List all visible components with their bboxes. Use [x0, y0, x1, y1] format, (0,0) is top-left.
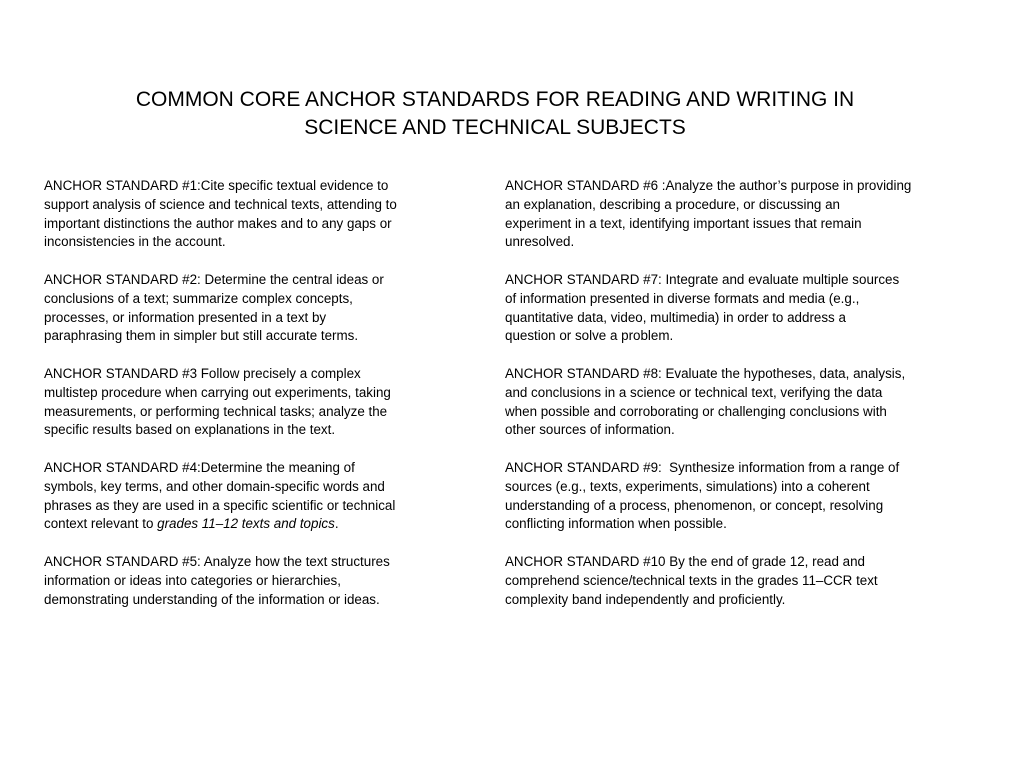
standard-line: and conclusions in a science or technical text, verifying the data — [505, 384, 883, 400]
standard-line: demonstrating understanding of the information or ideas. — [44, 591, 380, 607]
standard-line: complexity band independently and proficiently. — [505, 591, 786, 607]
standard-line: unresolved. — [505, 234, 575, 250]
standard-line: other sources of information. — [505, 422, 675, 438]
anchor-standard-4 — [44, 459, 436, 534]
standard-line: symbols, key terms, and other domain-specific words and — [44, 478, 385, 494]
anchor-standard-6 — [505, 177, 937, 252]
standard-text: context relevant to — [44, 516, 158, 532]
standard-line: conclusions of a text; summarize complex concepts, — [44, 290, 353, 306]
standard-line: when possible and corroborating or challenging conclusions with — [505, 403, 887, 419]
standard-line: quantitative data, video, multimedia) in order to address a — [505, 309, 846, 325]
page-title — [0, 86, 990, 142]
standard-line: ANCHOR STANDARD #10 By the end of grade 12, read and — [505, 553, 865, 569]
standard-line: experiment in a text, identifying important issues that remain — [505, 215, 862, 231]
standard-line: support analysis of science and technical texts, attending to — [44, 196, 397, 212]
standard-line: ANCHOR STANDARD #1:Cite specific textual evidence to — [44, 178, 389, 193]
anchor-standard-3 — [44, 365, 436, 440]
standard-line: understanding of a process, phenomenon, or concept, resolving — [505, 497, 884, 513]
standard-line: of information presented in diverse formats and media (e.g., — [505, 290, 860, 306]
standard-line: ANCHOR STANDARD #3 Follow precisely a complex — [44, 365, 361, 381]
right-column — [505, 177, 937, 628]
standard-line: ANCHOR STANDARD #4:Determine the meaning of — [44, 459, 355, 475]
standard-line: phrases as they are used in a specific scientific or technical — [44, 497, 396, 513]
standard-line: comprehend science/technical texts in the grades 11–CCR text — [505, 572, 878, 588]
standard-line: ANCHOR STANDARD #7: Integrate and evaluate multiple sources — [505, 271, 900, 287]
standard-text: . — [334, 516, 339, 532]
standard-line: inconsistencies in the account. — [44, 234, 226, 250]
standard-line: question or solve a problem. — [505, 328, 674, 344]
standard-line: important distinctions the author makes and to any gaps or — [44, 215, 392, 231]
anchor-standard-10 — [505, 553, 937, 609]
standard-line — [44, 515, 436, 534]
standard-line: ANCHOR STANDARD #5: Analyze how the text structures — [44, 553, 390, 569]
standard-line: information or ideas into categories or hierarchies, — [44, 572, 341, 588]
anchor-standard-9 — [505, 459, 937, 534]
anchor-standard-5 — [44, 553, 436, 609]
anchor-standard-2 — [44, 271, 436, 346]
standard-line: ANCHOR STANDARD #6 :Analyze the author’s purpose in providing — [505, 178, 912, 193]
standard-line: conflicting information when possible. — [505, 516, 727, 532]
standard-line: processes, or information presented in a text by — [44, 309, 327, 325]
standard-line: ANCHOR STANDARD #2: Determine the central ideas or — [44, 271, 384, 287]
anchor-standard-8 — [505, 365, 937, 440]
standard-line: ANCHOR STANDARD #9: Synthesize information from a range of — [505, 459, 900, 475]
anchor-standard-7 — [505, 271, 937, 346]
grades-italic-text: grades 11–12 texts and topics — [157, 516, 335, 532]
standard-line: specific results based on explanations in the text. — [44, 422, 336, 438]
standard-line: paraphrasing them in simpler but still accurate terms. — [44, 328, 359, 344]
anchor-standard-1 — [44, 177, 436, 252]
standard-line: ANCHOR STANDARD #8: Evaluate the hypotheses, data, analysis, — [505, 365, 906, 381]
title-line-1: COMMON CORE ANCHOR STANDARDS FOR READING AND WRITING IN — [135, 88, 855, 111]
standard-line: measurements, or performing technical tasks; analyze the — [44, 403, 388, 419]
title-line-2: SCIENCE AND TECHNICAL SUBJECTS — [304, 116, 686, 139]
left-column — [44, 177, 436, 628]
standard-line: sources (e.g., texts, experiments, simulations) into a coherent — [505, 478, 870, 494]
standard-line: multistep procedure when carrying out experiments, taking — [44, 384, 391, 400]
standard-line: an explanation, describing a procedure, or discussing an — [505, 196, 840, 212]
